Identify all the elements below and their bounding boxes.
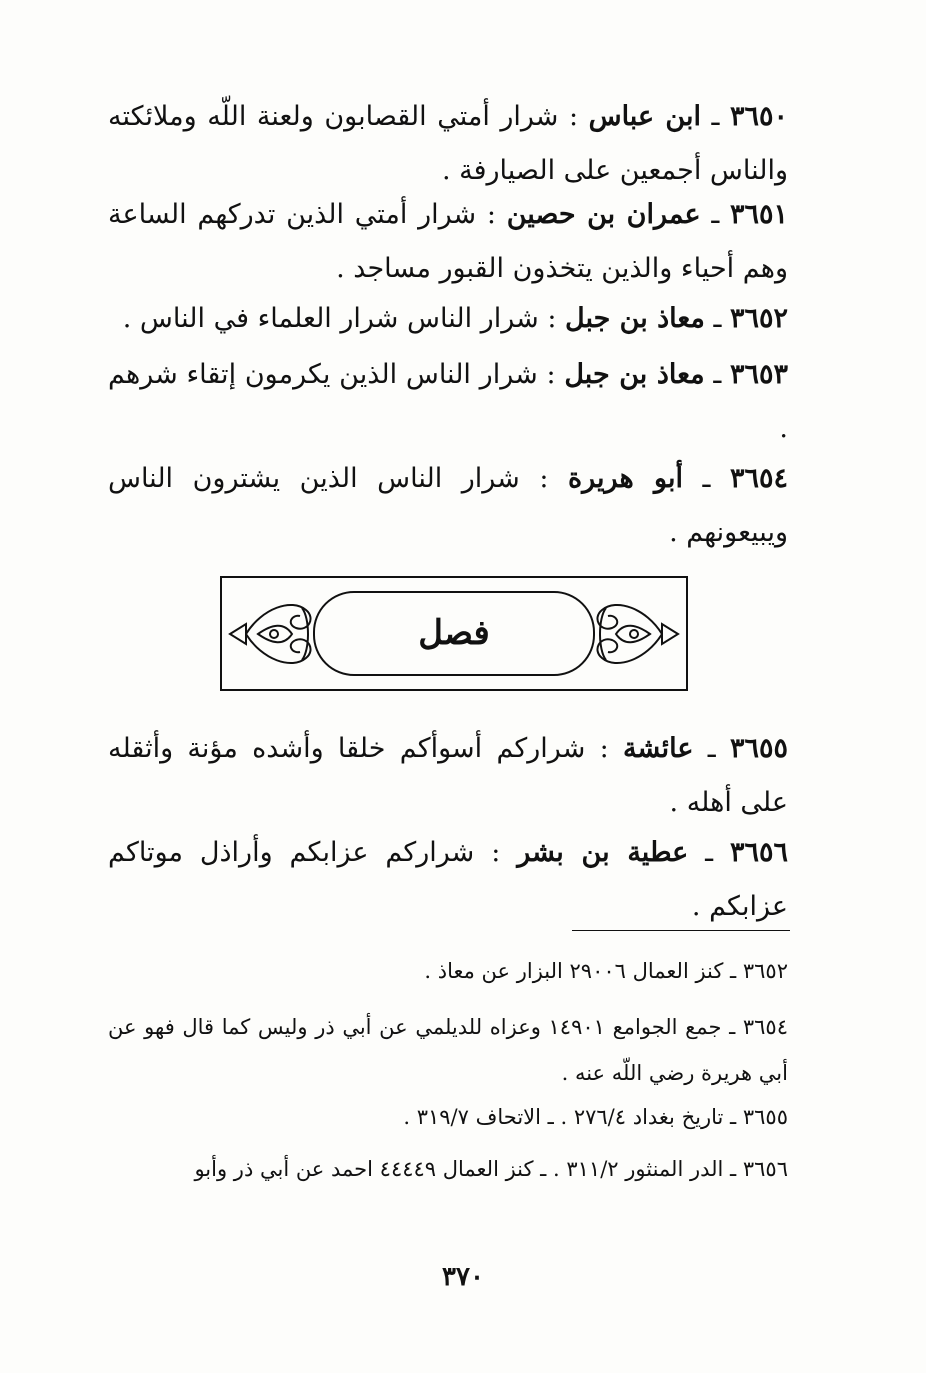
hadith-entry: ٣٦٥١ ـ عمران بن حصين : شرار أمتي الذين تدركهم الساعة وهم أحياء والذين يتخذون القبور مساجد . (108, 199, 788, 284)
entry-text: شراركم أسوأكم خلقا وأشده مؤنة وأثقله على أهله . (108, 733, 788, 818)
entry-number: ٣٦٥٥ (730, 733, 789, 764)
entry-number: ٣٦٥٠ (729, 101, 788, 132)
hadith-entry: ٣٦٥٣ ـ معاذ بن جبل : شرار الناس الذين يكرمون إتقاء شرهم . (108, 359, 789, 444)
entry-text: شرار الناس الذين يكرمون إتقاء شرهم . (108, 359, 788, 444)
narrator-name: عطية بن بشر (517, 837, 689, 868)
narrator-name: معاذ بن جبل (564, 359, 705, 390)
entry-number: ٣٦٥٤ (729, 463, 788, 494)
narrator-name: أبو هريرة (567, 463, 683, 494)
footnote: ٣٦٥٤ ـ جمع الجوامع ١٤٩٠١ وعزاه للديلمي عن أبي ذر وليس كما قال فهو عن أبي هريرة رضي اللّه عنه . (108, 1015, 788, 1085)
hadith-entry: ٣٦٥٤ ـ أبو هريرة : شرار الناس الذين يشترون الناس ويبيعونهم . (108, 463, 788, 548)
footnote-separator (572, 930, 790, 931)
entry-text: شراركم عزابكم وأراذل موتاكم عزابكم . (108, 837, 788, 922)
hadith-entry: ٣٦٥٠ ـ ابن عباس : شرار أمتي القصابون ولعنة اللّه وملائكته والناس أجمعين على الصيارفة . (108, 101, 788, 186)
entry-number: ٣٦٥٣ (730, 359, 789, 390)
footnote: ٣٦٥٢ ـ كنز العمال ٢٩٠٠٦ البزار عن معاذ . (424, 959, 788, 983)
narrator-name: عائشة (623, 733, 694, 764)
hadith-entry: ٣٦٥٦ ـ عطية بن بشر : شراركم عزابكم وأراذل موتاكم عزابكم . (108, 837, 789, 922)
entry-number: ٣٦٥١ (729, 199, 788, 230)
section-title: فصل (418, 613, 490, 653)
entry-text: شرار الناس الذين يشترون الناس ويبيعونهم . (108, 463, 788, 548)
entry-text: شرار أمتي الذين تدركهم الساعة وهم أحياء والذين يتخذون القبور مساجد . (108, 199, 788, 284)
narrator-name: معاذ بن جبل (565, 303, 705, 334)
entry-text: شرار الناس شرار العلماء في الناس . (122, 303, 539, 334)
page-number: ٣٧٠ (442, 1262, 484, 1292)
entry-number: ٣٦٥٢ (729, 303, 788, 334)
entry-text: شرار أمتي القصابون ولعنة اللّه وملائكته والناس أجمعين على الصيارفة . (108, 101, 788, 186)
narrator-name: ابن عباس (588, 101, 701, 132)
footnote: ٣٦٥٦ ـ الدر المنثور ٣١١/٢ . ـ كنز العمال ٤٤٤٤٩ احمد عن أبي ذر وأبو (194, 1157, 788, 1181)
hadith-entry: ٣٦٥٢ ـ معاذ بن جبل : شرار الناس شرار العلماء في الناس . (122, 303, 788, 334)
entry-number: ٣٦٥٦ (730, 837, 789, 868)
narrator-name: عمران بن حصين (506, 199, 701, 230)
hadith-entry: ٣٦٥٥ ـ عائشة : شراركم أسوأكم خلقا وأشده مؤنة وأثقله على أهله . (108, 733, 789, 818)
footnote: ٣٦٥٥ ـ تاريخ بغداد ٢٧٦/٤ . ـ الاتحاف ٣١٩/٧ . (403, 1105, 788, 1129)
section-heading-frame (220, 576, 688, 691)
